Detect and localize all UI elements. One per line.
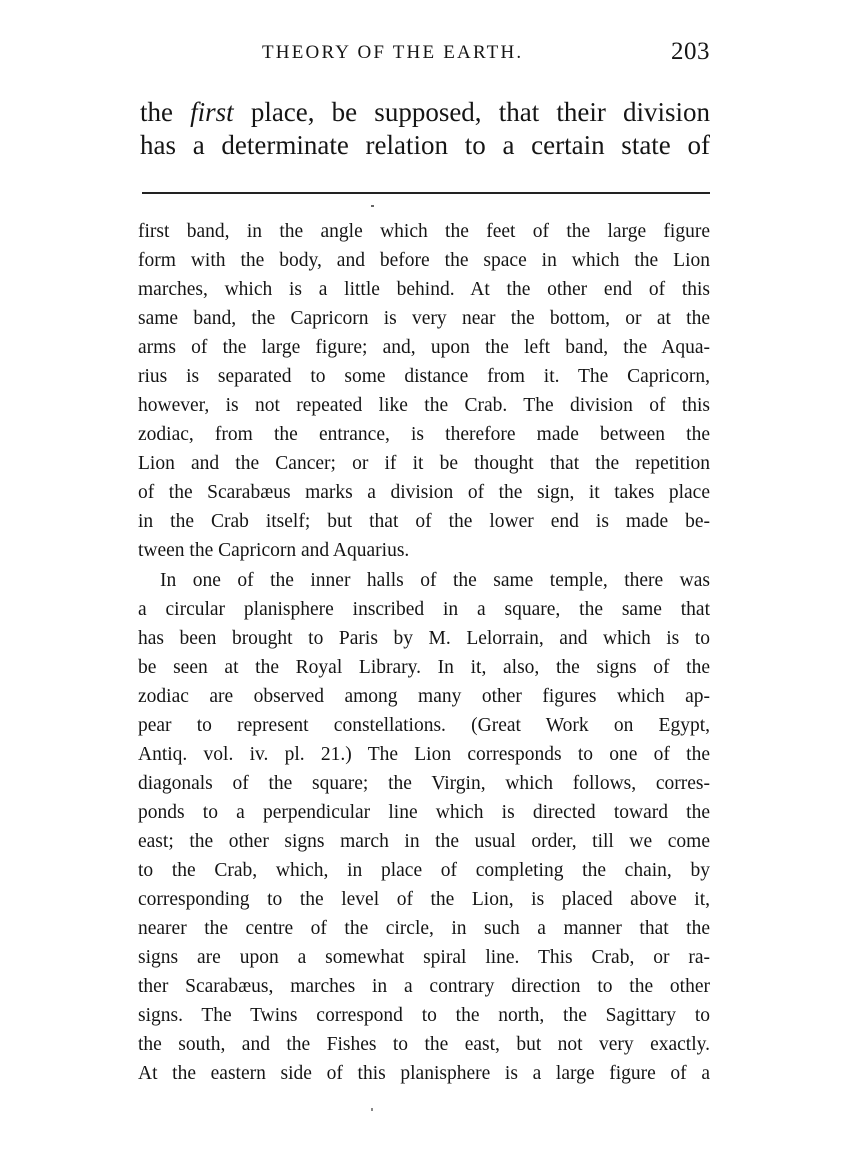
footnote-line: Antiq. vol. iv. pl. 21.) The Lion corresponds to one of the — [138, 744, 710, 765]
footnote-separator — [142, 192, 710, 194]
footnote-line: marches, which is a little behind. At the other end of this — [138, 279, 710, 300]
footnote-line: Lion and the Cancer; or if it be thought that the repetition — [138, 453, 710, 474]
footnote-line: diagonals of the square; the Virgin, which follows, corres- — [138, 773, 710, 794]
main-text-line: the first place, be supposed, that their division — [140, 97, 710, 127]
footnote-line: In one of the inner halls of the same temple, there was — [160, 570, 710, 591]
footnote-line: arms of the large figure; and, upon the left band, the Aqua- — [138, 337, 710, 358]
print-speck — [371, 1108, 373, 1111]
footnote-line: same band, the Capricorn is very near the bottom, or at the — [138, 308, 710, 329]
footnote-line: the south, and the Fishes to the east, but not very exactly. — [138, 1034, 710, 1055]
footnote-line: first band, in the angle which the feet of the large figure — [138, 221, 710, 242]
footnote-line: signs. The Twins correspond to the north, the Sagittary to — [138, 1005, 710, 1026]
footnote-line: corresponding to the level of the Lion, is placed above it, — [138, 889, 710, 910]
footnote-line: signs are upon a somewhat spiral line. This Crab, or ra- — [138, 947, 710, 968]
footnote-line: in the Crab itself; but that of the lower end is made be- — [138, 511, 710, 532]
footnote-line: ponds to a perpendicular line which is directed toward the — [138, 802, 710, 823]
footnote-line: east; the other signs march in the usual order, till we come — [138, 831, 710, 852]
page-number: 203 — [671, 38, 710, 65]
running-title: THEORY OF THE EARTH. — [262, 42, 524, 63]
footnote-line: of the Scarabæus marks a division of the sign, it takes place — [138, 482, 710, 503]
footnote-line: nearer the centre of the circle, in such a manner that the — [138, 918, 710, 939]
emphasized-word: first — [190, 97, 234, 127]
footnote-line: form with the body, and before the space in which the Lion — [138, 250, 710, 271]
footnote-line: pear to represent constellations. (Great Work on Egypt, — [138, 715, 710, 736]
footnote-line: to the Crab, which, in place of completing the chain, by — [138, 860, 710, 881]
footnote-line: zodiac are observed among many other figures which ap- — [138, 686, 710, 707]
footnote-line: a circular planisphere inscribed in a square, the same that — [138, 599, 710, 620]
footnote-line: ther Scarabæus, marches in a contrary direction to the other — [138, 976, 710, 997]
footnote-line: has been brought to Paris by M. Lelorrain, and which is to — [138, 628, 710, 649]
footnote-line: rius is separated to some distance from it. The Capricorn, — [138, 366, 710, 387]
footnote-line: be seen at the Royal Library. In it, also, the signs of the — [138, 657, 710, 678]
footnote-line: tween the Capricorn and Aquarius. — [138, 540, 410, 561]
print-speck — [371, 205, 374, 207]
footnote-line: however, is not repeated like the Crab. The division of this — [138, 395, 710, 416]
footnote-line: zodiac, from the entrance, is therefore made between the — [138, 424, 710, 445]
footnote-line: At the eastern side of this planisphere is a large figure of a — [138, 1063, 710, 1084]
main-text-line: has a determinate relation to a certain state of — [140, 130, 710, 160]
running-head — [140, 38, 710, 72]
